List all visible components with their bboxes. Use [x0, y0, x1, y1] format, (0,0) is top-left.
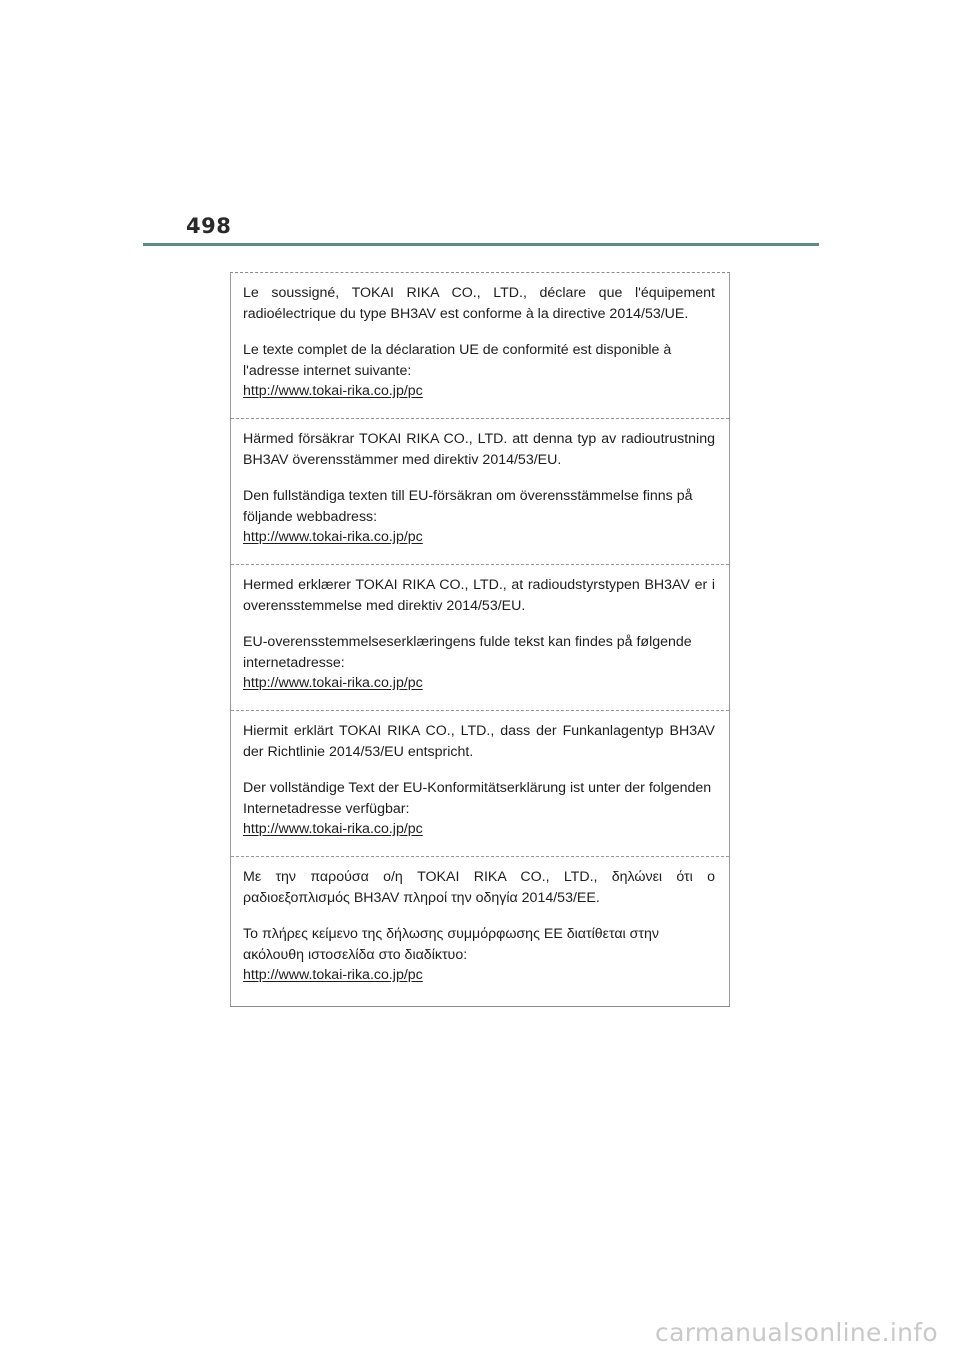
declaration-statement: Härmed försäkrar TOKAI RIKA CO., LTD. att denna typ av radioutrustning BH3AV överensstämmer med direktiv 2014/53/EU.	[243, 431, 715, 468]
declaration-availability-text: Den fullständiga texten till EU-försäkran om överensstämmelse finns på följande webbadress:	[243, 488, 693, 525]
declaration-url-link[interactable]: http://www.tokai-rika.co.jp/pc	[243, 675, 423, 692]
declaration-url-link[interactable]: http://www.tokai-rika.co.jp/pc	[243, 821, 423, 838]
declaration-availability-text: Το πλήρες κείμενο της δήλωσης συμμόρφωσης ΕΕ διατίθεται στην ακόλουθη ιστοσελίδα στο διαδίκτυο:	[243, 926, 659, 963]
watermark: carmanualsonline.info	[655, 1318, 938, 1347]
declaration-availability-text: Der vollständige Text der EU-Konformitätserklärung ist unter der folgenden Internetadresse verfügbar:	[243, 780, 712, 817]
declaration-table	[230, 272, 730, 1007]
declaration-url-link[interactable]: http://www.tokai-rika.co.jp/pc	[243, 967, 423, 984]
declaration-cell-french	[231, 273, 729, 419]
declaration-url-link[interactable]: http://www.tokai-rika.co.jp/pc	[243, 383, 423, 400]
declaration-statement: Hermed erklærer TOKAI RIKA CO., LTD., at radioudstyrstypen BH3AV er i overensstemmelse med direktiv 2014/53/EU.	[243, 577, 715, 614]
declaration-cell-danish	[231, 565, 729, 711]
declaration-statement: Με την παρούσα ο/η TOKAI RIKA CO., LTD., δηλώνει ότι ο ραδιοεξοπλισμός BH3AV πληροί την οδηγία 2014/53/ΕΕ.	[243, 869, 715, 906]
declaration-cell-greek	[231, 857, 729, 1006]
declaration-cell-german	[231, 711, 729, 857]
declaration-availability-text: Le texte complet de la déclaration UE de conformité est disponible à l'adresse internet suivante:	[243, 342, 672, 379]
declaration-statement: Le soussigné, TOKAI RIKA CO., LTD., déclare que l'équipement radioélectrique du type BH3AV est conforme à la directive 2014/53/UE.	[243, 285, 715, 322]
declaration-cell-swedish	[231, 419, 729, 565]
declaration-statement: Hiermit erklärt TOKAI RIKA CO., LTD., dass der Funkanlagentyp BH3AV der Richtlinie 2014/53/EU entspricht.	[243, 723, 715, 760]
declaration-availability-text: EU-overensstemmelseserklæringens fulde tekst kan findes på følgende internetadresse:	[243, 634, 692, 671]
header-rule	[143, 243, 819, 246]
page-number: 498	[186, 214, 232, 238]
declaration-url-link[interactable]: http://www.tokai-rika.co.jp/pc	[243, 529, 423, 546]
